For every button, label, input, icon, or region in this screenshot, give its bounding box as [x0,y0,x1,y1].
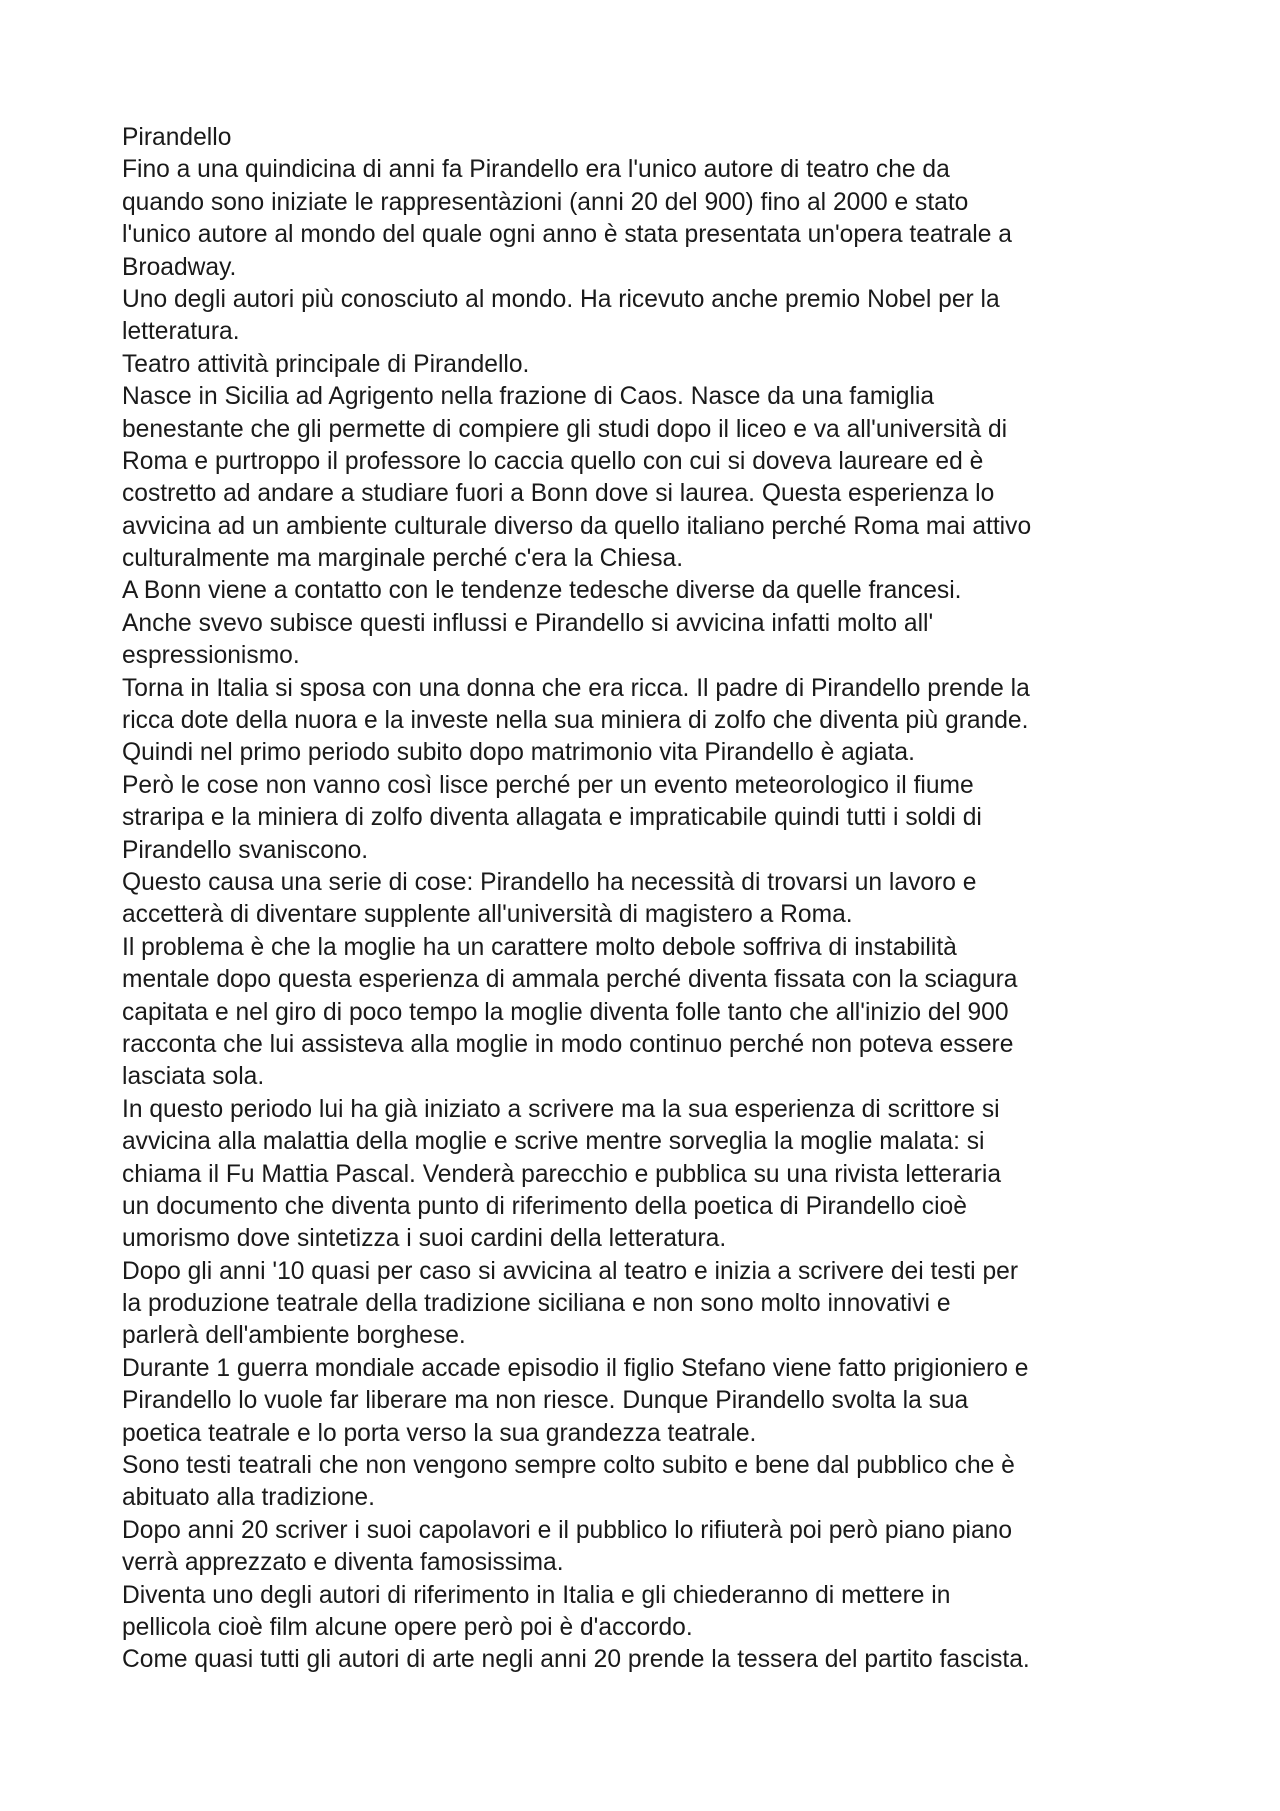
text-line: Però le cose non vanno così lisce perché per un evento meteorologico il fiume [122,771,974,799]
text-line: avvicina ad un ambiente culturale diverso da quello italiano perché Roma mai attivo [122,512,1032,540]
text-line: Diventa uno degli autori di riferimento in Italia e gli chiederanno di mettere in [122,1581,951,1609]
text-line: Pirandello lo vuole far liberare ma non riesce. Dunque Pirandello svolta la sua [122,1387,969,1415]
text-line: lasciata sola. [122,1063,265,1091]
text-line: mentale dopo questa esperienza di ammala perché diventa fissata con la sciagura [122,966,1018,994]
text-line: Durante 1 guerra mondiale accade episodio il figlio Stefano viene fatto prigioniero e [122,1354,1029,1382]
text-line: espressionismo. [122,642,300,670]
text-line: l'unico autore al mondo del quale ogni anno è stata presentata un'opera teatrale a [122,221,1012,249]
text-line: la produzione teatrale della tradizione siciliana e non sono molto innovativi e [122,1290,951,1318]
document-body [122,122,1172,1709]
text-line: parlerà dell'ambiente borghese. [122,1322,466,1350]
text-line: costretto ad andare a studiare fuori a Bonn dove si laurea. Questa esperienza lo [122,480,995,508]
text-line: Questo causa una serie di cose: Pirandello ha necessità di trovarsi un lavoro e [122,868,977,896]
text-line: Torna in Italia si sposa con una donna che era ricca. Il padre di Pirandello prende la [122,674,1030,702]
text-line: capitata e nel giro di poco tempo la moglie diventa folle tanto che all'inizio del 900 [122,998,1009,1026]
text-line: Nasce in Sicilia ad Agrigento nella frazione di Caos. Nasce da una famiglia [122,383,935,411]
text-line: straripa e la miniera di zolfo diventa allagata e impraticabile quindi tutti i soldi di [122,804,982,832]
text-line: Anche svevo subisce questi influssi e Pirandello si avvicina infatti molto all' [122,609,934,637]
text-line: Roma e purtroppo il professore lo caccia quello con cui si doveva laureare ed è [122,447,984,475]
text-line: Uno degli autori più conosciuto al mondo. Ha ricevuto anche premio Nobel per la [122,285,1000,313]
text-line: Il problema è che la moglie ha un carattere molto debole soffriva di instabilità [122,933,957,961]
text-line: Come quasi tutti gli autori di arte negli anni 20 prende la tessera del partito fascista. [122,1646,1030,1674]
document-title-line: Pirandello [122,124,232,151]
text-line: letteratura. [122,318,240,346]
text-line [122,1677,1172,1709]
text-line: Teatro attività principale di Pirandello. [122,350,530,378]
text-line: poetica teatrale e lo porta verso la sua grandezza teatrale. [122,1419,757,1447]
text-line: Pirandello svaniscono. [122,836,369,864]
text-line: avvicina alla malattia della moglie e scrive mentre sorveglia la moglie malata: si [122,1128,985,1156]
text-line: Dopo gli anni '10 quasi per caso si avvicina al teatro e inizia a scrivere dei testi per [122,1257,1019,1285]
text-line: In questo periodo lui ha già iniziato a scrivere ma la sua esperienza di scrittore si [122,1095,1000,1123]
text-line: accetterà di diventare supplente all'università di magistero a Roma. [122,901,853,929]
text-line: umorismo dove sintetizza i suoi cardini della letteratura. [122,1225,727,1253]
text-line: un documento che diventa punto di riferimento della poetica di Pirandello cioè [122,1192,967,1220]
text-line: abituato alla tradizione. [122,1484,375,1512]
text-line: racconta che lui assisteva alla moglie in modo continuo perché non poteva essere [122,1030,1014,1058]
text-line: A Bonn viene a contatto con le tendenze tedesche diverse da quelle francesi. [122,577,962,605]
text-line: Quindi nel primo periodo subito dopo matrimonio vita Pirandello è agiata. [122,739,915,767]
text-line: Dopo anni 20 scriver i suoi capolavori e il pubblico lo rifiuterà poi però piano piano [122,1516,1012,1544]
text-line: verrà apprezzato e diventa famosissima. [122,1549,564,1577]
text-line: chiama il Fu Mattia Pascal. Venderà parecchio e pubblica su una rivista letteraria [122,1160,1001,1188]
text-line: Sono testi teatrali che non vengono sempre colto subito e bene dal pubblico che è [122,1452,1015,1480]
text-line: benestante che gli permette di compiere gli studi dopo il liceo e va all'università di [122,415,1008,443]
text-line: Broadway. [122,253,237,281]
text-line: Fino a una quindicina di anni fa Pirandello era l'unico autore di teatro che da [122,156,950,184]
text-line: pellicola cioè film alcune opere però poi è d'accordo. [122,1613,693,1641]
text-line: culturalmente ma marginale perché c'era la Chiesa. [122,545,684,573]
text-line: ricca dote della nuora e la investe nella sua miniera di zolfo che diventa più grande. [122,707,1029,735]
text-line: quando sono iniziate le rappresentàzioni (anni 20 del 900) fino al 2000 e stato [122,188,969,216]
